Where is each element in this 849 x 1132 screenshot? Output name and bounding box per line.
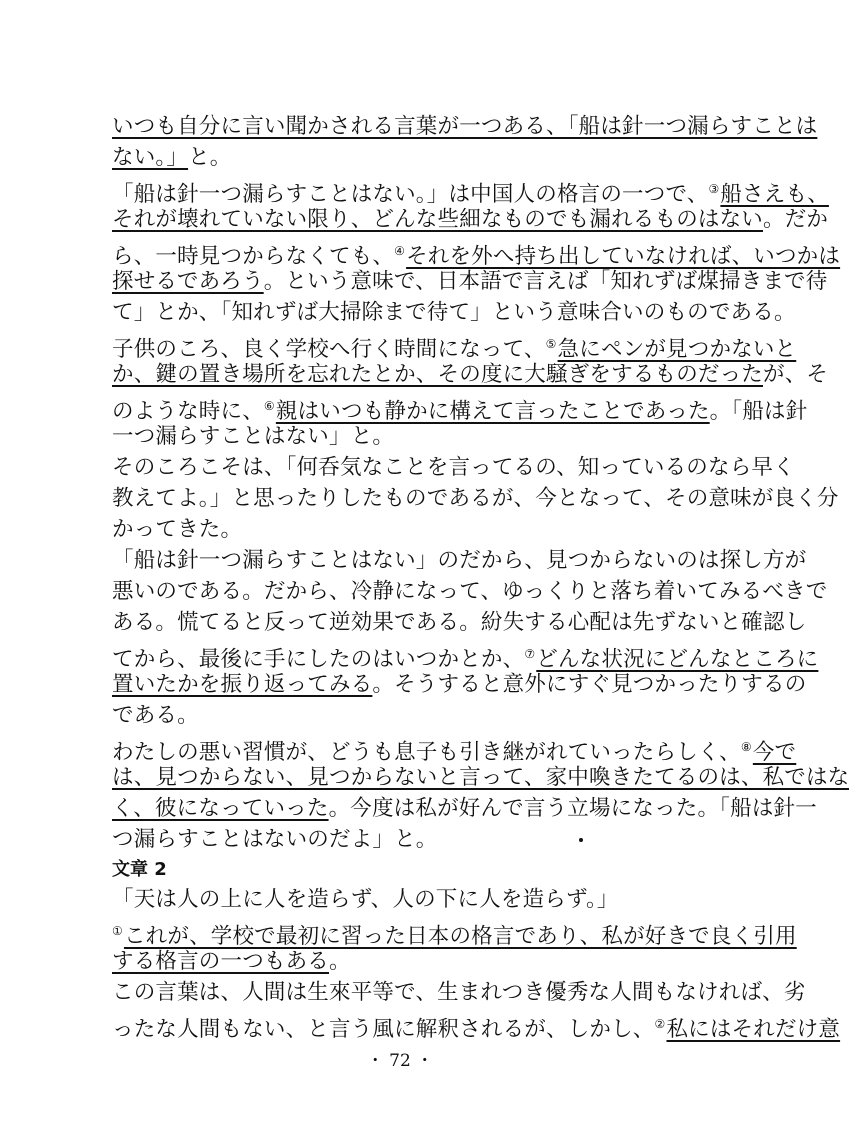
underlined-text: 探せるであろう: [112, 269, 264, 294]
text-line: [112, 112, 818, 142]
text-line: [112, 916, 797, 949]
text: 。今度は私が好んで言う立場になった。「船は針一: [328, 796, 817, 821]
underlined-text: する格言の一つもある: [112, 949, 330, 974]
text-line: [112, 947, 720, 977]
question-marker: ⑧: [740, 740, 752, 754]
text-line: 「船は針一つ漏らすことはない」のだから、見つからないのは探し方が: [112, 548, 807, 573]
question-marker: ⑦: [524, 647, 536, 661]
text: 子供のころ、良く学校へ行く時間になって、: [112, 337, 546, 362]
underlined-text: それを外へ持ち出していなければ、いつかは: [406, 244, 841, 269]
underlined-text: 私にはそれだけ意: [666, 1017, 841, 1042]
underlined-text: 今で: [752, 740, 797, 765]
underlined-text: か、鍵の置き場所を忘れたとか、その度に大騒ぎをするものだった: [112, 362, 764, 387]
text-line: [112, 670, 807, 700]
text: 。「船は針: [709, 399, 808, 424]
text-line: [112, 267, 828, 297]
text: 。: [329, 949, 351, 974]
text: のような時に、: [112, 399, 264, 424]
text-line: [112, 329, 797, 362]
text-line: 悪いのである。だから、冷静になって、ゆっくりと落ち着いてみるべきで: [112, 579, 828, 604]
question-marker: ②: [654, 1017, 666, 1031]
underlined-text: 船さえも、: [720, 182, 829, 207]
question-marker: ④: [394, 244, 406, 258]
underlined-text: 急にペンが見つかないと: [557, 337, 797, 362]
question-marker: ③: [708, 182, 720, 196]
text: わたしの悪い習慣が、どうも息子も引き継がれていったらしく、: [112, 740, 741, 765]
text: 。だか: [763, 207, 829, 232]
text-line: かってきた。: [112, 517, 243, 542]
text-line: [112, 360, 829, 390]
text-line: [112, 639, 819, 672]
text: が、そ: [763, 362, 829, 387]
text-line: [112, 236, 841, 269]
text-line: [112, 794, 817, 824]
text-line: [112, 1009, 841, 1042]
text-line: 「天は人の上に人を造らず、人の下に人を造らず。」: [112, 887, 619, 912]
text-line: [112, 732, 797, 765]
underlined-text: これが、学校で最初に習った日本の格言であり、私が好きで良く引用: [123, 924, 797, 949]
question-marker: ①: [112, 924, 123, 938]
scan-speck: [579, 838, 583, 842]
text: てから、最後に手にしたのはいつかとか、: [112, 647, 525, 672]
text-line: [112, 205, 829, 235]
text-line: て」とか、「知れずば大掃除まで待て」という意味合いのものである。: [112, 300, 796, 325]
underlined-text: いつも自分に言い聞かされる言葉が一つある、「船は針一つ漏らすことは: [112, 114, 818, 139]
text-line: [112, 763, 849, 793]
underlined-text: く、彼になっていった: [112, 796, 329, 821]
text-line: [112, 174, 829, 207]
text-line: この言葉は、人間は生來平等で、生まれつき優秀な人間もなければ、劣: [112, 980, 806, 1005]
underlined-text: 置いたかを振り返ってみる: [112, 672, 373, 697]
text: 「船は針一つ漏らすことはない。」は中国人の格言の一つで、: [112, 182, 709, 207]
text: ったな人間もない、と言う風に解釈されるが、しかし、: [112, 1017, 655, 1042]
underlined-text: それが壊れていない限り、どんな些細なものでも漏れるものはない: [112, 207, 764, 232]
page-number: ・ 72 ・: [366, 1051, 434, 1071]
underlined-text: ない。」: [112, 145, 189, 170]
text-line: そのころこそは、「何呑気なことを言ってるの、知っているのなら早く: [112, 455, 795, 480]
underlined-text: 親はいつも静かに構えて言ったことであった: [275, 399, 710, 424]
text: 。という意味で、日本語で言えば「知れずば煤掃きまで待: [263, 269, 828, 294]
text-line: [112, 143, 720, 173]
text-line: つ漏らすことはないのだよ」と。: [112, 827, 438, 852]
text-line: [112, 391, 808, 424]
underlined-text: どんな状況にどんなところに: [536, 647, 819, 672]
text-line: 一つ漏らすことはない」と。: [112, 424, 395, 449]
underlined-text: は、見つからない、見つからないと言って、家中喚きたてるのは、私ではな: [112, 765, 849, 790]
section-heading: 文章 2: [112, 859, 167, 880]
text: 。そうすると意外にすぐ見つかったりするの: [372, 672, 807, 697]
text: と。: [188, 145, 232, 170]
text-line: ある。慌てると反って逆効果である。紛失する心配は先ずないと確認し: [112, 610, 807, 635]
text-line: である。: [112, 703, 199, 728]
text-line: 教えてよ。」と思ったりしたものであるが、今となって、その意味が良く分: [112, 486, 839, 511]
text: ら、一時見つからなくても、: [112, 244, 395, 269]
question-marker: ⑤: [545, 337, 557, 351]
question-marker: ⑥: [263, 399, 275, 413]
